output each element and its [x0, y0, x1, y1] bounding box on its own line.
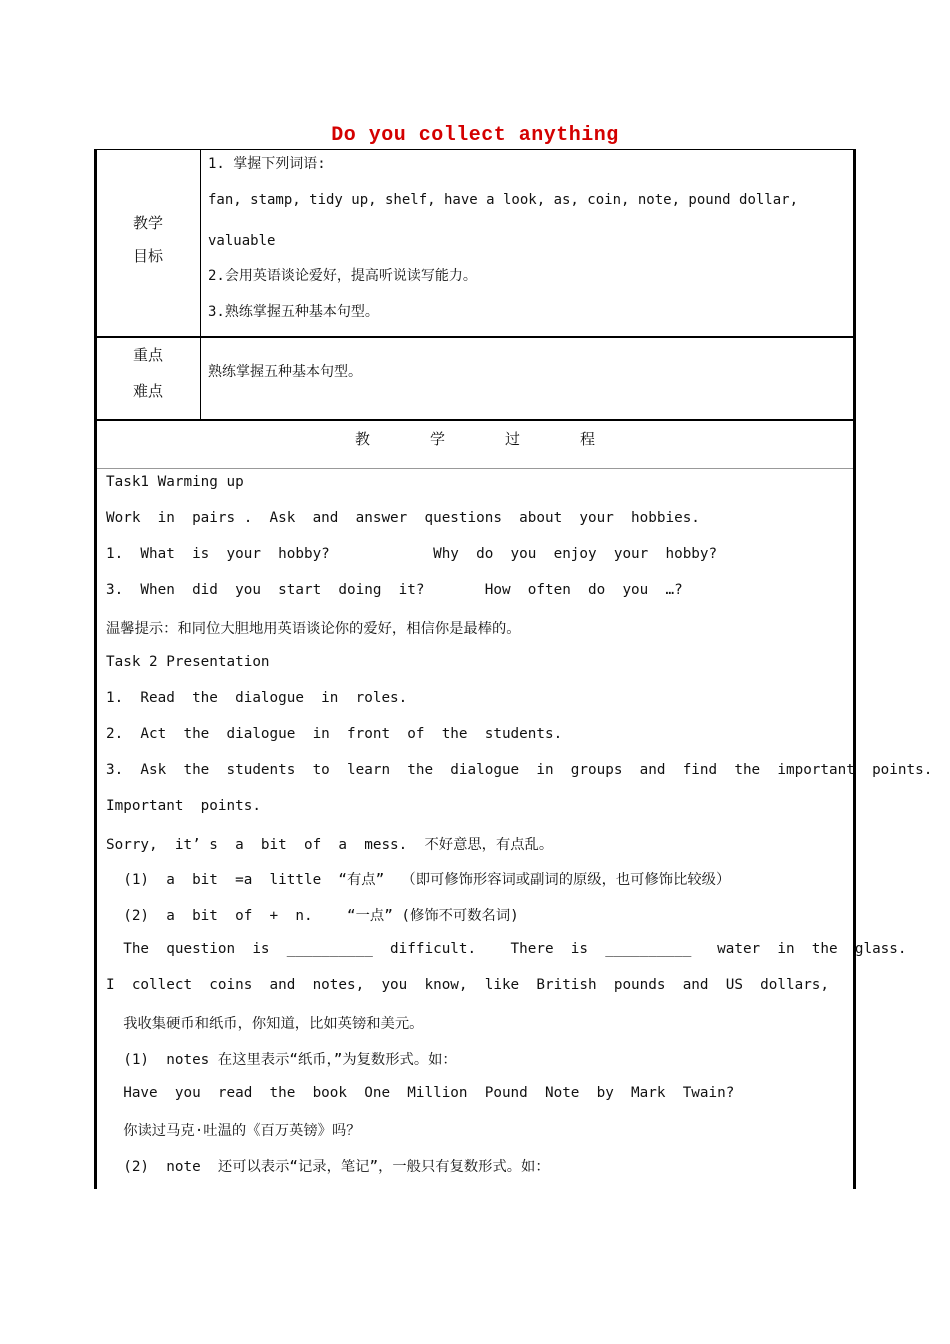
goal-item: fan, stamp, tidy up, shelf, have a look, as, coin, note, pound dollar, — [208, 192, 799, 208]
process-line: (2) note 还可以表示“记录，笔记”，一般只有复数形式。如： — [106, 1159, 550, 1175]
process-line: 3. Ask the students to learn the dialogue in groups and find the important points. — [106, 762, 933, 778]
process-header-char: 过 — [504, 430, 520, 448]
process-line: (1) a bit =a little “有点” （即可修饰形容词或副词的原级，也可修饰比较级） — [106, 872, 731, 888]
keypoints-label-1: 重点 — [132, 346, 163, 364]
process-line: Work in pairs . Ask and answer questions about your hobbies. — [106, 510, 700, 526]
process-line: I collect coins and notes, you know, like British pounds and US dollars, — [106, 977, 830, 993]
process-line: Sorry, it’ s a bit of a mess. 不好意思，有点乱。 — [106, 837, 554, 853]
process-line: 你读过马克·吐温的《百万英镑》吗？ — [106, 1123, 361, 1139]
process-header — [97, 428, 853, 449]
lesson-plan-table — [94, 149, 933, 1189]
process-header-char: 程 — [579, 430, 595, 448]
column-divider — [200, 150, 201, 420]
process-line: Task1 Warming up — [106, 474, 244, 490]
process-line: 2. Act the dialogue in front of the students. — [106, 726, 563, 742]
process-line: Important points. — [106, 798, 261, 814]
goals-label-1: 教学 — [132, 214, 163, 232]
process-line: 1. Read the dialogue in roles. — [106, 690, 408, 706]
process-line: 温馨提示：和同位大胆地用英语谈论你的爱好，相信你是最棒的。 — [106, 621, 521, 637]
goal-item: 1. 掌握下列词语: — [208, 156, 326, 172]
row-divider — [97, 468, 853, 469]
goals-label-2: 目标 — [132, 247, 163, 265]
process-line: 3. When did you start doing it? How often do you …? — [106, 582, 683, 598]
keypoints-label-2: 难点 — [132, 382, 163, 400]
process-line: 1. What is your hobby? Why do you enjoy your hobby? — [106, 546, 718, 562]
process-header-char: 教 — [354, 430, 370, 448]
row-divider — [97, 419, 853, 421]
process-line: Task 2 Presentation — [106, 654, 270, 670]
process-line: 我收集硬币和纸币，你知道，比如英镑和美元。 — [106, 1016, 424, 1032]
goal-item: valuable — [208, 233, 276, 249]
process-line: (1) notes 在这里表示“纸币，”为复数形式。如： — [106, 1052, 457, 1068]
process-line: (2) a bit of + n. “一点” (修饰不可数名词) — [106, 908, 519, 924]
keypoints-text: 熟练掌握五种基本句型。 — [208, 364, 362, 380]
process-line: The question is __________ difficult. There is __________ water in the glass. — [106, 941, 907, 957]
goal-item: 2.会用英语谈论爱好，提高听说读写能力。 — [208, 268, 477, 284]
process-header-char: 学 — [429, 430, 445, 448]
row-divider — [97, 336, 853, 338]
process-line: Have you read the book One Million Pound Note by Mark Twain? — [106, 1085, 735, 1101]
page-title: Do you collect anything — [331, 124, 619, 147]
goal-item: 3.熟练掌握五种基本句型。 — [208, 304, 379, 320]
